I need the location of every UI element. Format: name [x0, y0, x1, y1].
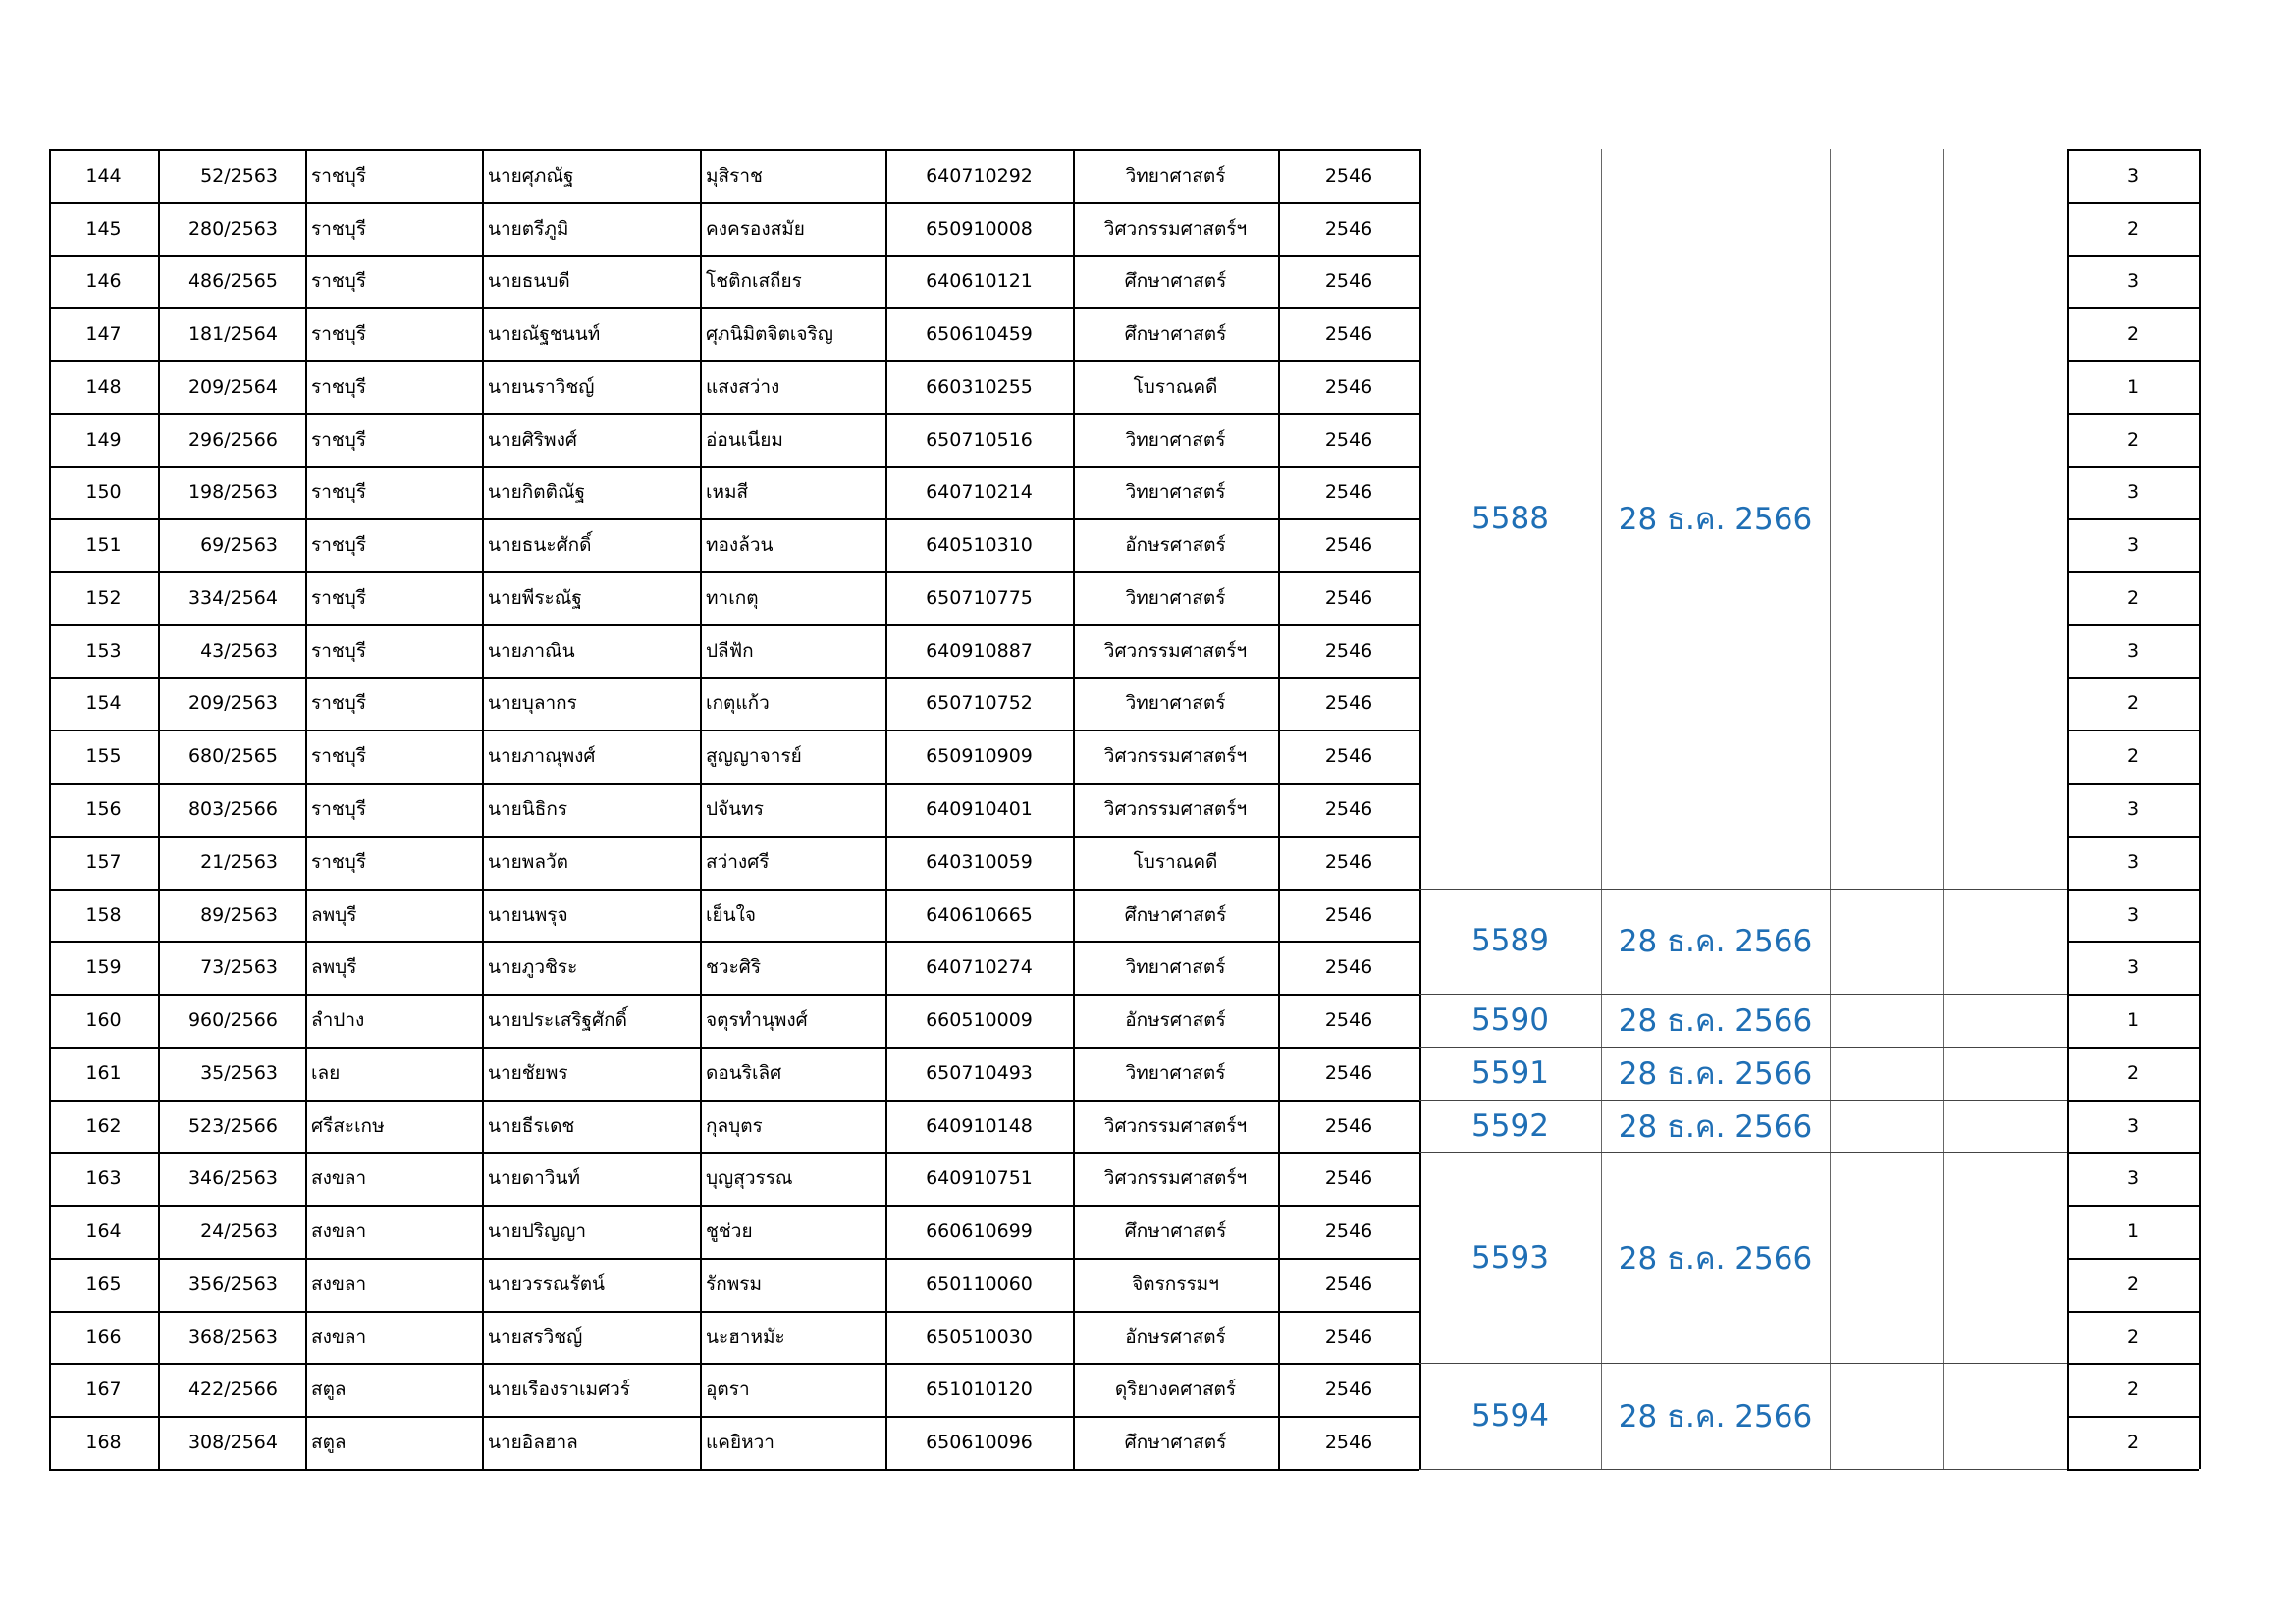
year-cell: 2546	[1324, 164, 1373, 187]
group-date: 28 ธ.ค. 2566	[1618, 924, 1813, 960]
student-id-cell: 640710214	[926, 481, 1033, 504]
first-name-cell: นายศิริพงศ์	[488, 428, 577, 451]
group-number: 5593	[1471, 1239, 1549, 1275]
first-name-cell: นายดาวินท์	[488, 1167, 580, 1190]
province-cell: ลพบุรี	[311, 956, 357, 979]
faculty-cell: ศึกษาศาสตร์	[1124, 270, 1227, 293]
case-number-cell: 296/2566	[187, 428, 278, 451]
last-name-cell: บุญสุวรรณ	[706, 1167, 793, 1190]
year-cell: 2546	[1324, 1009, 1373, 1032]
case-number-cell: 368/2563	[187, 1326, 278, 1348]
province-cell: ราชบุรี	[311, 639, 367, 662]
row-number-cell: 168	[85, 1432, 122, 1454]
row-number-cell: 155	[85, 745, 122, 768]
quantity-cell: 2	[2126, 1061, 2140, 1084]
last-name-cell: ศุภนิมิตจิตเจริญ	[706, 323, 833, 346]
year-cell: 2546	[1324, 1061, 1373, 1084]
faculty-cell: โบราณคดี	[1133, 375, 1218, 398]
year-cell: 2546	[1324, 428, 1373, 451]
row-number-cell: 163	[85, 1167, 122, 1190]
faculty-cell: จิตรกรรมฯ	[1132, 1272, 1219, 1295]
case-number-cell: 209/2563	[187, 692, 278, 715]
group-number: 5589	[1471, 923, 1549, 959]
row-number-cell: 162	[85, 1114, 122, 1137]
province-cell: สงขลา	[311, 1326, 367, 1348]
group-number: 5588	[1471, 501, 1549, 537]
first-name-cell: นายนราวิชญ์	[488, 375, 595, 398]
faculty-cell: วิศวกรรมศาสตร์ฯ	[1103, 1167, 1248, 1190]
quantity-cell: 2	[2126, 428, 2140, 451]
row-number-cell: 144	[85, 164, 122, 187]
year-cell: 2546	[1324, 586, 1373, 609]
year-cell: 2546	[1324, 1220, 1373, 1243]
case-number-cell: 209/2564	[187, 375, 278, 398]
province-cell: ราชบุรี	[311, 586, 367, 609]
case-number-cell: 181/2564	[187, 323, 278, 346]
first-name-cell: นายณัฐชนนท์	[488, 323, 601, 346]
first-name-cell: นายภาณิน	[488, 639, 575, 662]
case-number-cell: 422/2566	[187, 1379, 278, 1401]
student-id-cell: 660510009	[926, 1009, 1033, 1032]
student-id-cell: 650910909	[926, 745, 1033, 768]
faculty-cell: วิทยาศาสตร์	[1125, 1061, 1226, 1084]
last-name-cell: กุลบุตร	[706, 1114, 763, 1137]
row-number-cell: 152	[85, 586, 122, 609]
first-name-cell: นายพลวัต	[488, 850, 568, 873]
student-id-cell: 650610096	[926, 1432, 1033, 1454]
faculty-cell: วิทยาศาสตร์	[1125, 956, 1226, 979]
case-number-cell: 334/2564	[187, 586, 278, 609]
records-table	[49, 149, 2199, 1469]
last-name-cell: ทาเกตุ	[706, 586, 759, 609]
student-id-cell: 650710516	[926, 428, 1033, 451]
province-cell: ลำปาง	[311, 1009, 365, 1032]
case-number-cell: 73/2563	[200, 956, 278, 979]
first-name-cell: นายศุภณัฐ	[488, 164, 574, 187]
quantity-cell: 2	[2126, 1432, 2140, 1454]
group-date: 28 ธ.ค. 2566	[1618, 1003, 1813, 1040]
case-number-cell: 69/2563	[200, 534, 278, 557]
column-divider	[1830, 149, 1831, 1469]
row-number-cell: 167	[85, 1379, 122, 1401]
last-name-cell: คงครองสมัย	[706, 217, 805, 240]
row-number-cell: 154	[85, 692, 122, 715]
group-date: 28 ธ.ค. 2566	[1618, 1399, 1813, 1435]
faculty-cell: วิศวกรรมศาสตร์ฯ	[1103, 217, 1248, 240]
last-name-cell: ชูช่วย	[706, 1220, 753, 1243]
year-cell: 2546	[1324, 375, 1373, 398]
last-name-cell: สูญญาจารย์	[706, 745, 802, 768]
quantity-cell: 2	[2126, 1272, 2140, 1295]
group-date: 28 ธ.ค. 2566	[1618, 1240, 1813, 1276]
group-date: 28 ธ.ค. 2566	[1618, 502, 1813, 538]
quantity-cell: 3	[2126, 1167, 2140, 1190]
student-id-cell: 640910751	[926, 1167, 1033, 1190]
province-cell: ราชบุรี	[311, 428, 367, 451]
student-id-cell: 650910008	[926, 217, 1033, 240]
row-number-cell: 146	[85, 270, 122, 293]
last-name-cell: รักพรม	[706, 1272, 762, 1295]
year-cell: 2546	[1324, 217, 1373, 240]
row-number-cell: 150	[85, 481, 122, 504]
row-number-cell: 158	[85, 903, 122, 926]
case-number-cell: 803/2566	[187, 797, 278, 820]
row-number-cell: 149	[85, 428, 122, 451]
province-cell: ราชบุรี	[311, 164, 367, 187]
case-number-cell: 356/2563	[187, 1272, 278, 1295]
group-number: 5590	[1471, 1002, 1549, 1039]
faculty-cell: ศึกษาศาสตร์	[1124, 1220, 1227, 1243]
province-cell: ราชบุรี	[311, 850, 367, 873]
faculty-cell: อักษรศาสตร์	[1125, 1009, 1226, 1032]
year-cell: 2546	[1324, 903, 1373, 926]
student-id-cell: 650710752	[926, 692, 1033, 715]
faculty-cell: วิศวกรรมศาสตร์ฯ	[1103, 797, 1248, 820]
year-cell: 2546	[1324, 956, 1373, 979]
last-name-cell: โชติกเสถียร	[706, 270, 802, 293]
first-name-cell: นายบุลากร	[488, 692, 577, 715]
first-name-cell: นายภาณุพงศ์	[488, 745, 596, 768]
faculty-cell: วิทยาศาสตร์	[1125, 692, 1226, 715]
quantity-cell: 3	[2126, 481, 2140, 504]
quantity-cell: 1	[2126, 375, 2140, 398]
last-name-cell: สว่างศรี	[706, 850, 770, 873]
province-cell: สตูล	[311, 1379, 347, 1401]
year-cell: 2546	[1324, 797, 1373, 820]
column-divider	[1943, 149, 1944, 1469]
quantity-cell: 3	[2126, 639, 2140, 662]
row-number-cell: 160	[85, 1009, 122, 1032]
year-cell: 2546	[1324, 481, 1373, 504]
row-number-cell: 161	[85, 1061, 122, 1084]
student-id-cell: 660610699	[926, 1220, 1033, 1243]
quantity-cell: 1	[2126, 1009, 2140, 1032]
row-number-cell: 159	[85, 956, 122, 979]
student-id-cell: 650710493	[926, 1061, 1033, 1084]
row-divider	[2067, 1469, 2199, 1471]
province-cell: ราชบุรี	[311, 481, 367, 504]
faculty-cell: วิศวกรรมศาสตร์ฯ	[1103, 639, 1248, 662]
last-name-cell: อุตรา	[706, 1379, 750, 1401]
row-divider	[49, 1469, 1419, 1471]
quantity-cell: 3	[2126, 797, 2140, 820]
last-name-cell: อ่อนเนียม	[706, 428, 783, 451]
last-name-cell: ปจันทร	[706, 797, 764, 820]
student-id-cell: 660310255	[926, 375, 1033, 398]
last-name-cell: แสงสว่าง	[706, 375, 780, 398]
student-id-cell: 650610459	[926, 323, 1033, 346]
first-name-cell: นายปริญญา	[488, 1220, 587, 1243]
case-number-cell: 43/2563	[200, 639, 278, 662]
first-name-cell: นายวรรณรัตน์	[488, 1272, 606, 1295]
faculty-cell: ดุริยางคศาสตร์	[1114, 1379, 1237, 1401]
faculty-cell: ศึกษาศาสตร์	[1124, 323, 1227, 346]
student-id-cell: 651010120	[926, 1379, 1033, 1401]
faculty-cell: ศึกษาศาสตร์	[1124, 903, 1227, 926]
last-name-cell: ปลีฟัก	[706, 639, 754, 662]
faculty-cell: วิศวกรรมศาสตร์ฯ	[1103, 1114, 1248, 1137]
last-name-cell: แคยิหวา	[706, 1432, 774, 1454]
row-number-cell: 164	[85, 1220, 122, 1243]
province-cell: ราชบุรี	[311, 323, 367, 346]
row-number-cell: 156	[85, 797, 122, 820]
quantity-cell: 2	[2126, 217, 2140, 240]
year-cell: 2546	[1324, 850, 1373, 873]
quantity-cell: 3	[2126, 534, 2140, 557]
case-number-cell: 680/2565	[187, 745, 278, 768]
faculty-cell: วิทยาศาสตร์	[1125, 586, 1226, 609]
group-number: 5591	[1471, 1055, 1549, 1091]
row-number-cell: 165	[85, 1272, 122, 1295]
quantity-cell: 2	[2126, 1379, 2140, 1401]
faculty-cell: อักษรศาสตร์	[1125, 534, 1226, 557]
case-number-cell: 346/2563	[187, 1167, 278, 1190]
faculty-cell: วิทยาศาสตร์	[1125, 164, 1226, 187]
year-cell: 2546	[1324, 1272, 1373, 1295]
first-name-cell: นายประเสริฐศักดิ์	[488, 1009, 627, 1032]
case-number-cell: 24/2563	[200, 1220, 278, 1243]
first-name-cell: นายเรืองราเมศวร์	[488, 1379, 631, 1401]
year-cell: 2546	[1324, 1167, 1373, 1190]
quantity-cell: 3	[2126, 903, 2140, 926]
quantity-cell: 2	[2126, 586, 2140, 609]
year-cell: 2546	[1324, 323, 1373, 346]
province-cell: ราชบุรี	[311, 692, 367, 715]
group-divider	[1419, 1469, 2067, 1470]
first-name-cell: นายสรวิชญ์	[488, 1326, 583, 1348]
faculty-cell: โบราณคดี	[1133, 850, 1218, 873]
province-cell: เลย	[311, 1061, 341, 1084]
group-date: 28 ธ.ค. 2566	[1618, 1056, 1813, 1092]
year-cell: 2546	[1324, 1114, 1373, 1137]
student-id-cell: 640310059	[926, 850, 1033, 873]
year-cell: 2546	[1324, 1379, 1373, 1401]
province-cell: ราชบุรี	[311, 217, 367, 240]
first-name-cell: นายนพรุจ	[488, 903, 568, 926]
faculty-cell: วิศวกรรมศาสตร์ฯ	[1103, 745, 1248, 768]
quantity-cell: 1	[2126, 1220, 2140, 1243]
first-name-cell: นายนิธิกร	[488, 797, 568, 820]
student-id-cell: 650710775	[926, 586, 1033, 609]
province-cell: ราชบุรี	[311, 797, 367, 820]
student-id-cell: 640910887	[926, 639, 1033, 662]
year-cell: 2546	[1324, 639, 1373, 662]
province-cell: ลพบุรี	[311, 903, 357, 926]
first-name-cell: นายกิตติณัฐ	[488, 481, 586, 504]
row-number-cell: 166	[85, 1326, 122, 1348]
last-name-cell: มุสิราช	[706, 164, 763, 187]
year-cell: 2546	[1324, 692, 1373, 715]
province-cell: ราชบุรี	[311, 375, 367, 398]
faculty-cell: ศึกษาศาสตร์	[1124, 1432, 1227, 1454]
last-name-cell: ทองล้วน	[706, 534, 774, 557]
first-name-cell: นายธีรเดช	[488, 1114, 575, 1137]
last-name-cell: ชวะศิริ	[706, 956, 762, 979]
case-number-cell: 198/2563	[187, 481, 278, 504]
province-cell: สงขลา	[311, 1167, 367, 1190]
case-number-cell: 35/2563	[200, 1061, 278, 1084]
case-number-cell: 308/2564	[187, 1432, 278, 1454]
province-cell: สงขลา	[311, 1220, 367, 1243]
group-number: 5592	[1471, 1108, 1549, 1144]
faculty-cell: วิทยาศาสตร์	[1125, 481, 1226, 504]
year-cell: 2546	[1324, 270, 1373, 293]
last-name-cell: นะฮาหมัะ	[706, 1326, 785, 1348]
group-date: 28 ธ.ค. 2566	[1618, 1109, 1813, 1145]
row-number-cell: 148	[85, 375, 122, 398]
first-name-cell: นายตรีภูมิ	[488, 217, 569, 240]
first-name-cell: นายอิลฮาล	[488, 1432, 578, 1454]
case-number-cell: 52/2563	[200, 164, 278, 187]
province-cell: ราชบุรี	[311, 745, 367, 768]
row-number-cell: 153	[85, 639, 122, 662]
first-name-cell: นายธนะศักดิ์	[488, 534, 592, 557]
quantity-cell: 2	[2126, 692, 2140, 715]
student-id-cell: 640610121	[926, 270, 1033, 293]
year-cell: 2546	[1324, 745, 1373, 768]
row-number-cell: 147	[85, 323, 122, 346]
first-name-cell: นายชัยพร	[488, 1061, 568, 1084]
student-id-cell: 640510310	[926, 534, 1033, 557]
province-cell: ราชบุรี	[311, 270, 367, 293]
year-cell: 2546	[1324, 1432, 1373, 1454]
first-name-cell: นายภูวชิระ	[488, 956, 578, 979]
quantity-cell: 3	[2126, 850, 2140, 873]
case-number-cell: 960/2566	[187, 1009, 278, 1032]
row-number-cell: 151	[85, 534, 122, 557]
last-name-cell: เย็นใจ	[706, 903, 757, 926]
group-number: 5594	[1471, 1398, 1549, 1435]
quantity-cell: 2	[2126, 323, 2140, 346]
last-name-cell: เหมสี	[706, 481, 749, 504]
province-cell: สตูล	[311, 1432, 347, 1454]
faculty-cell: วิทยาศาสตร์	[1125, 428, 1226, 451]
case-number-cell: 523/2566	[187, 1114, 278, 1137]
student-id-cell: 650110060	[926, 1272, 1033, 1295]
province-cell: สงขลา	[311, 1272, 367, 1295]
student-id-cell: 640710292	[926, 164, 1033, 187]
quantity-cell: 2	[2126, 745, 2140, 768]
first-name-cell: นายพีระณัฐ	[488, 586, 582, 609]
student-id-cell: 650510030	[926, 1326, 1033, 1348]
row-number-cell: 157	[85, 850, 122, 873]
year-cell: 2546	[1324, 534, 1373, 557]
student-id-cell: 640910148	[926, 1114, 1033, 1137]
case-number-cell: 486/2565	[187, 270, 278, 293]
first-name-cell: นายธนบดี	[488, 270, 570, 293]
last-name-cell: จตุรทำนุพงศ์	[706, 1009, 808, 1032]
column-divider	[2199, 149, 2201, 1469]
faculty-cell: อักษรศาสตร์	[1125, 1326, 1226, 1348]
case-number-cell: 89/2563	[200, 903, 278, 926]
last-name-cell: เกตุแก้ว	[706, 692, 770, 715]
province-cell: ราชบุรี	[311, 534, 367, 557]
case-number-cell: 21/2563	[200, 850, 278, 873]
case-number-cell: 280/2563	[187, 217, 278, 240]
province-cell: ศรีสะเกษ	[311, 1114, 385, 1137]
year-cell: 2546	[1324, 1326, 1373, 1348]
quantity-cell: 3	[2126, 1114, 2140, 1137]
quantity-cell: 2	[2126, 1326, 2140, 1348]
student-id-cell: 640610665	[926, 903, 1033, 926]
row-number-cell: 145	[85, 217, 122, 240]
student-id-cell: 640710274	[926, 956, 1033, 979]
student-id-cell: 640910401	[926, 797, 1033, 820]
quantity-cell: 3	[2126, 164, 2140, 187]
quantity-cell: 3	[2126, 270, 2140, 293]
last-name-cell: ดอนริเลิศ	[706, 1061, 782, 1084]
quantity-cell: 3	[2126, 956, 2140, 979]
